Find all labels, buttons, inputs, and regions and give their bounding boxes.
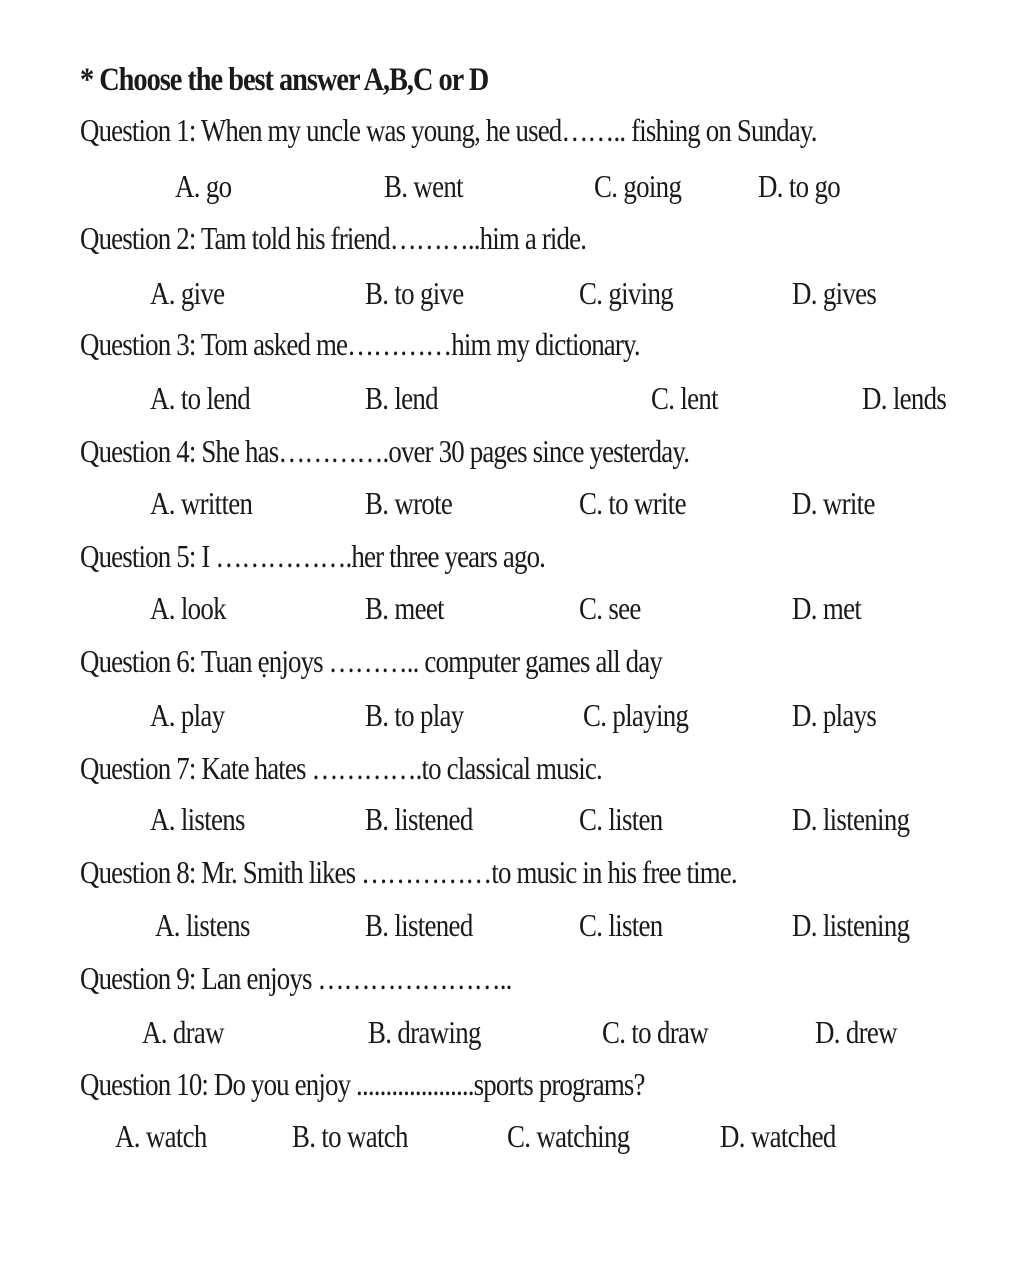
question-8-option-c[interactable]: C. listen bbox=[579, 907, 663, 943]
question-9-text: Question 9: Lan enjoys ………………….. bbox=[80, 960, 512, 996]
question-6-option-a[interactable]: A. play bbox=[150, 697, 225, 733]
question-2-option-a[interactable]: A. give bbox=[150, 275, 225, 311]
question-5-option-c[interactable]: C. see bbox=[579, 590, 641, 626]
question-8-option-b[interactable]: B. listened bbox=[365, 907, 473, 943]
question-10-option-d[interactable]: D. watched bbox=[720, 1118, 836, 1154]
question-5-option-a[interactable]: A. look bbox=[150, 590, 226, 626]
question-6-option-d[interactable]: D. plays bbox=[792, 697, 877, 733]
question-4-option-b[interactable]: B. wrote bbox=[365, 485, 453, 521]
question-6-text: Question 6: Tuan ẹnjoys ……….. computer games all day bbox=[80, 643, 662, 679]
question-5-text: Question 5: I …………….her three years ago. bbox=[80, 538, 546, 574]
question-4-option-c[interactable]: C. to write bbox=[579, 485, 686, 521]
question-4-option-a[interactable]: A. written bbox=[150, 485, 253, 521]
question-9-option-b[interactable]: B. drawing bbox=[368, 1014, 481, 1050]
question-7-option-d[interactable]: D. listening bbox=[792, 801, 910, 837]
question-3-option-b[interactable]: B. lend bbox=[365, 380, 438, 416]
question-7-option-a[interactable]: A. listens bbox=[150, 801, 245, 837]
instruction-heading: * Choose the best answer A,B,C or D bbox=[80, 62, 489, 98]
question-2-option-b[interactable]: B. to give bbox=[365, 275, 464, 311]
question-1-option-d[interactable]: D. to go bbox=[758, 168, 840, 204]
question-2-option-c[interactable]: C. giving bbox=[579, 275, 674, 311]
question-10-option-c[interactable]: C. watching bbox=[507, 1118, 630, 1154]
question-9-option-a[interactable]: A. draw bbox=[142, 1014, 224, 1050]
question-1-option-b[interactable]: B. went bbox=[384, 168, 463, 204]
question-10-text: Question 10: Do you enjoy ....................sports programs? bbox=[80, 1066, 645, 1102]
question-3-text: Question 3: Tom asked me…………him my dictionary. bbox=[80, 326, 640, 362]
question-2-option-d[interactable]: D. gives bbox=[792, 275, 877, 311]
question-1-option-a[interactable]: A. go bbox=[175, 168, 232, 204]
question-1-option-c[interactable]: C. going bbox=[594, 168, 682, 204]
question-1-text: Question 1: When my uncle was young, he used…….. fishing on Sunday. bbox=[80, 112, 817, 148]
question-10-option-a[interactable]: A. watch bbox=[115, 1118, 207, 1154]
question-3-option-a[interactable]: A. to lend bbox=[150, 380, 251, 416]
question-8-text: Question 8: Mr. Smith likes ……………to music in his free time. bbox=[80, 854, 737, 890]
question-3-option-d[interactable]: D. lends bbox=[862, 380, 947, 416]
question-9-option-c[interactable]: C. to draw bbox=[602, 1014, 709, 1050]
question-3-option-c[interactable]: C. lent bbox=[651, 380, 718, 416]
question-8-option-d[interactable]: D. listening bbox=[792, 907, 910, 943]
question-7-text: Question 7: Kate hates ………….to classical music. bbox=[80, 750, 602, 786]
question-4-text: Question 4: She has………….over 30 pages since yesterday. bbox=[80, 433, 690, 469]
question-7-option-b[interactable]: B. listened bbox=[365, 801, 473, 837]
question-7-option-c[interactable]: C. listen bbox=[579, 801, 663, 837]
question-2-text: Question 2: Tam told his friend………..him a ride. bbox=[80, 220, 587, 256]
question-8-option-a[interactable]: A. listens bbox=[155, 907, 250, 943]
question-4-option-d[interactable]: D. write bbox=[792, 485, 875, 521]
question-10-option-b[interactable]: B. to watch bbox=[292, 1118, 408, 1154]
question-9-option-d[interactable]: D. drew bbox=[815, 1014, 897, 1050]
question-6-option-c[interactable]: C. playing bbox=[583, 697, 689, 733]
question-6-option-b[interactable]: B. to play bbox=[365, 697, 464, 733]
question-5-option-d[interactable]: D. met bbox=[792, 590, 862, 626]
question-5-option-b[interactable]: B. meet bbox=[365, 590, 444, 626]
